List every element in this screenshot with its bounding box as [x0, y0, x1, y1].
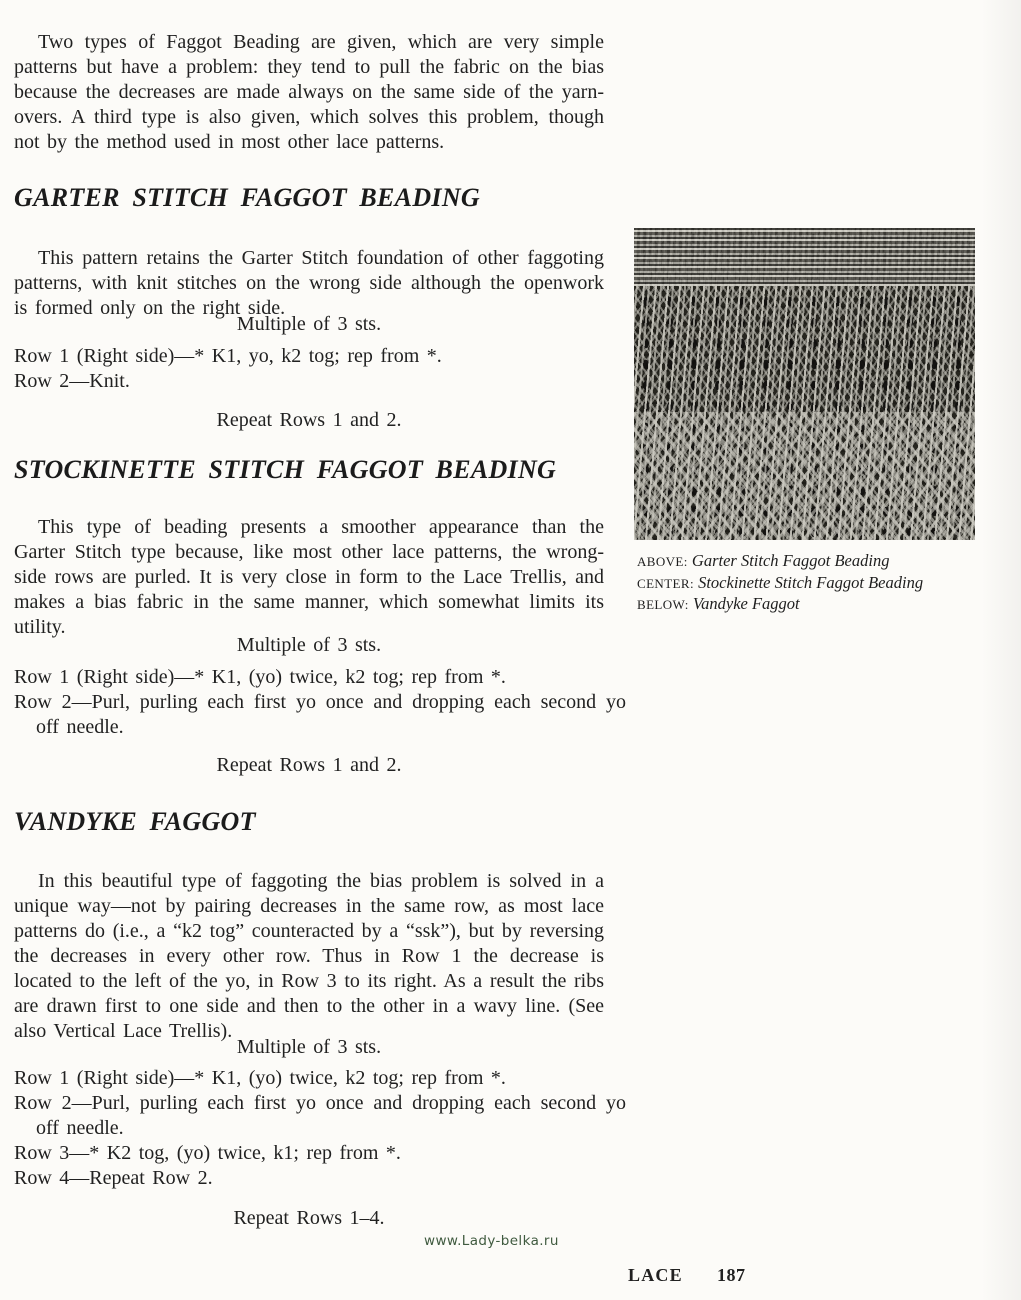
figure-captions — [637, 551, 997, 616]
knitting-lace-sample-photo — [634, 228, 975, 540]
vandyke-multiple-note: Multiple of 3 sts. — [236, 1036, 382, 1058]
vandyke-row-4: Row 4—Repeat Row 2. — [14, 1167, 213, 1189]
vandyke-intro-paragraph: In this beautiful type of faggoting the bias problem is solved in a unique way—not by pairing decreases in the same row, as most lace patterns do (i.e., a “k2 tog” counteracted by a “ssk”), but by reversing the decreases in every other row. Thus in Row 1 the decrease is located to the left of the yo, in Row 3 to its right. As a result the ribs are drawn first to one side and then to the other in a wavy line. (See also Vertical Lace Trellis). — [14, 870, 604, 1042]
photo-vandyke-band — [634, 412, 975, 540]
garter-multiple-note: Multiple of 3 sts. — [236, 313, 382, 335]
garter-intro-paragraph: This pattern retains the Garter Stitch foundation of other faggoting patterns, with knit stitches on the wrong side although the openwork is formed only on the right side. — [14, 247, 604, 319]
caption-center-label: CENTER: — [637, 575, 694, 591]
stockinette-multiple-note: Multiple of 3 sts. — [236, 634, 382, 656]
caption-above-label: ABOVE: — [637, 554, 688, 569]
garter-row-1: Row 1 (Right side)—* K1, yo, k2 tog; rep from *. — [14, 345, 442, 367]
stockinette-intro-paragraph: This type of beading presents a smoother appearance than the Garter Stitch type because, like most other lace patterns, the wrong-side rows are purled. It is very close in form to the Lace Trellis, and makes a bias fabric in the same manner, which somewhat limits its utility. — [14, 516, 604, 638]
vandyke-row-2: Row 2—Purl, purling each first yo once and dropping each second yo off needle. — [14, 1092, 626, 1139]
caption-below-text: Vandyke Faggot — [692, 594, 800, 613]
section-heading-garter: GARTER STITCH FAGGOT BEADING — [14, 183, 480, 212]
intro-paragraph: Two types of Faggot Beading are given, which are very simple patterns but have a problem: they tend to pull the fabric on the bias because the decreases are made always on the same side of the yarn-overs. A third type is also given, which solves this problem, though not by the method used in most other lace patterns. — [14, 31, 604, 153]
caption-center-text: Stockinette Stitch Faggot Beading — [698, 572, 924, 592]
page-edge-shading — [981, 0, 1021, 1300]
garter-repeat-note: Repeat Rows 1 and 2. — [216, 409, 402, 431]
vandyke-repeat-note: Repeat Rows 1–4. — [233, 1207, 385, 1229]
caption-above — [637, 551, 997, 573]
page-number: 187 — [717, 1265, 746, 1285]
caption-above-text: Garter Stitch Faggot Beading — [691, 551, 890, 570]
photo-garter-band — [634, 228, 975, 286]
stockinette-row-1: Row 1 (Right side)—* K1, (yo) twice, k2 tog; rep from *. — [14, 666, 506, 688]
vandyke-row-1: Row 1 (Right side)—* K1, (yo) twice, k2 tog; rep from *. — [14, 1067, 506, 1089]
stockinette-repeat-note: Repeat Rows 1 and 2. — [216, 754, 402, 776]
section-heading-vandyke: VANDYKE FAGGOT — [14, 807, 256, 836]
chapter-running-head: LACE — [628, 1265, 683, 1285]
caption-below — [637, 594, 997, 616]
vandyke-row-3: Row 3—* K2 tog, (yo) twice, k1; rep from *. — [14, 1142, 401, 1164]
stockinette-row-2: Row 2—Purl, purling each first yo once and dropping each second yo off needle. — [14, 691, 626, 738]
garter-row-2: Row 2—Knit. — [14, 370, 130, 392]
section-heading-stockinette: STOCKINETTE STITCH FAGGOT BEADING — [14, 455, 557, 484]
caption-center — [637, 573, 997, 595]
caption-below-label: BELOW: — [637, 597, 689, 612]
site-watermark: www.Lady-belka.ru — [424, 1233, 559, 1249]
